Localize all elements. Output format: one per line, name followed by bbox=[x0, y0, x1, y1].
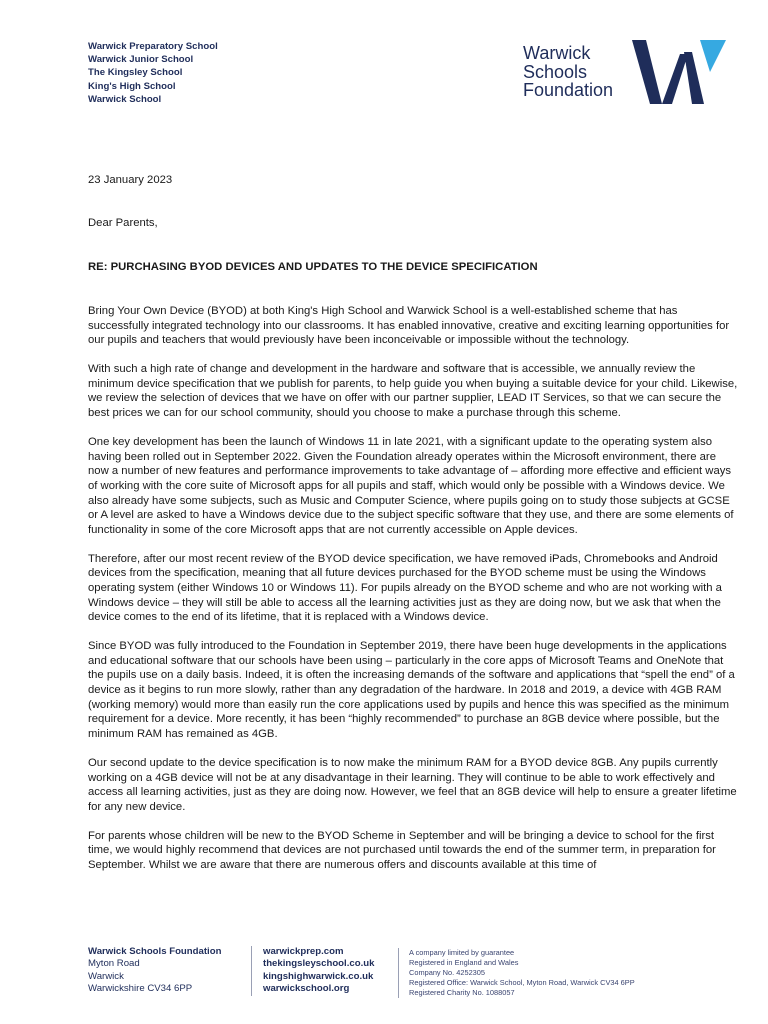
address-line: Warwickshire CV34 6PP bbox=[88, 983, 193, 995]
school-name: Warwick Junior School bbox=[88, 54, 194, 66]
paragraph: With such a high rate of change and development in the hardware and software that is accessible, we annually review the minimum device specification that we publish for parents, to help guide you when buying a suitable device for your child. Likewise, we review the selection of devices that we have on offer with our partner supplier, LEAD IT Services, so that we can secure the best prices we can for our school community, should you choose to make a purchase through this scheme. bbox=[88, 363, 738, 420]
website-link[interactable]: thekingsleyschool.co.uk bbox=[263, 958, 375, 970]
school-name: The Kingsley School bbox=[88, 67, 183, 79]
paragraph: One key development has been the launch of Windows 11 in late 2021, with a significant update to the operating system also having been rolled out in September 2022. Given the Foundation already operates within the Microsoft environment, there are now a number of new features and performance improvements to take advantage of – affording more effective and efficient ways of working with the core suite of Microsoft apps for all pupils and staff, which would only be possible with a Windows device. We also already have some subjects, such as Music and Computer Science, where pupils going on to study those subjects at GCSE or A level are asked to have a Windows device due to the subject specific software that they use, and there are some elements of functionality in some of the core Microsoft apps that are not currently accessible on Apple devices. bbox=[88, 436, 734, 536]
paragraph: Bring Your Own Device (BYOD) at both King's High School and Warwick School is a well-established scheme that has successfully integrated technology into our classrooms. It has enabled innovative, creative and exciting learning opportunities for our pupils and teachers that would previously have been inconceivable or impossible without the technology. bbox=[88, 305, 730, 347]
website-link[interactable]: warwickschool.org bbox=[263, 983, 350, 995]
legal-line: Company No. 4252305 bbox=[409, 967, 486, 977]
footer-legal bbox=[398, 948, 635, 998]
school-list bbox=[88, 40, 218, 106]
legal-line: A company limited by guarantee bbox=[409, 948, 515, 957]
paragraph: Since BYOD was fully introduced to the Foundation in September 2019, there have been huge developments in the applications and educational software that our schools have been using – particularly in the core apps of Microsoft Teams and OneNote that the pupils use on a daily basis. Indeed, it is often the increasing demands of the software and applications that “spell the end” of a device as it begins to run more slowly, rather than any degradation of the hardware. In 2018 and 2019, a device with 4GB RAM (working memory) would more than easily run the core applications used by pupils and hence this was specified as the minimum requirement for a device. More recently, it has been “highly recommended” to purchase an 8GB device where possible, but the minimum RAM has remained as 4GB. bbox=[88, 640, 735, 740]
letter-body bbox=[88, 304, 738, 887]
logo-right-stroke bbox=[684, 52, 704, 104]
wordmark-line: Schools bbox=[523, 61, 588, 82]
website-link[interactable]: warwickprep.com bbox=[263, 946, 344, 957]
footer-address bbox=[88, 946, 221, 996]
wordmark-line: Foundation bbox=[523, 80, 614, 100]
wordmark-line: Warwick bbox=[523, 43, 591, 63]
salutation: Dear Parents, bbox=[88, 217, 158, 229]
footer-websites bbox=[251, 946, 374, 996]
address-line: Myton Road bbox=[88, 958, 140, 970]
foundation-logo-icon bbox=[632, 40, 726, 106]
logo-accent bbox=[700, 40, 726, 72]
legal-line: Registered Office: Warwick School, Myton Road, Warwick CV34 6PP bbox=[409, 977, 635, 987]
logo-middle-stroke bbox=[662, 54, 688, 104]
letter-subject: RE: PURCHASING BYOD DEVICES AND UPDATES TO THE DEVICE SPECIFICATION bbox=[88, 261, 538, 273]
letter-date: 23 January 2023 bbox=[88, 174, 173, 186]
website-link[interactable]: kingshighwarwick.co.uk bbox=[263, 970, 374, 982]
paragraph: For parents whose children will be new to the BYOD Scheme in September and will be bringing a device to school for the first time, we would highly recommend that devices are not purchased until towards the end of the summer term, in preparation for September. Whilst we are aware that there are numerous offers and discounts available at this time of bbox=[88, 829, 716, 871]
paragraph: Therefore, after our most recent review of the BYOD device specification, we have removed iPads, Chromebooks and Android devices from the specification, meaning that all future devices purchased for the BYOD scheme must be using the Windows operating system (either Windows 10 or Windows 11). For pupils already on the BYOD scheme and who are not working with a Windows device – they will still be able to access all the learning activities just as they are doing now, but we ask that when the device comes to the end of its lifetime, that it is replaced with a Windows device. bbox=[88, 552, 722, 624]
school-name: Warwick School bbox=[88, 93, 162, 105]
paragraph: Our second update to the device specification is to now make the minimum RAM for a BYOD device 8GB. Any pupils currently working on a 4GB device will not be at any disadvantage in their learning. They will continue to be able to work effectively and access all learning activities, just as they are doing now. However, we feel that an 8GB device will help to ensure a greater lifetime for any new device. bbox=[88, 756, 737, 813]
school-name: Warwick Preparatory School bbox=[88, 41, 218, 52]
school-name: King's High School bbox=[88, 80, 176, 92]
foundation-wordmark bbox=[523, 44, 613, 100]
address-line: Warwick Schools Foundation bbox=[88, 946, 222, 957]
legal-line: Registered in England and Wales bbox=[409, 957, 519, 967]
legal-line: Registered Charity No. 1088057 bbox=[409, 987, 515, 997]
logo-left-stroke bbox=[632, 40, 662, 104]
address-line: Warwick bbox=[88, 970, 124, 982]
